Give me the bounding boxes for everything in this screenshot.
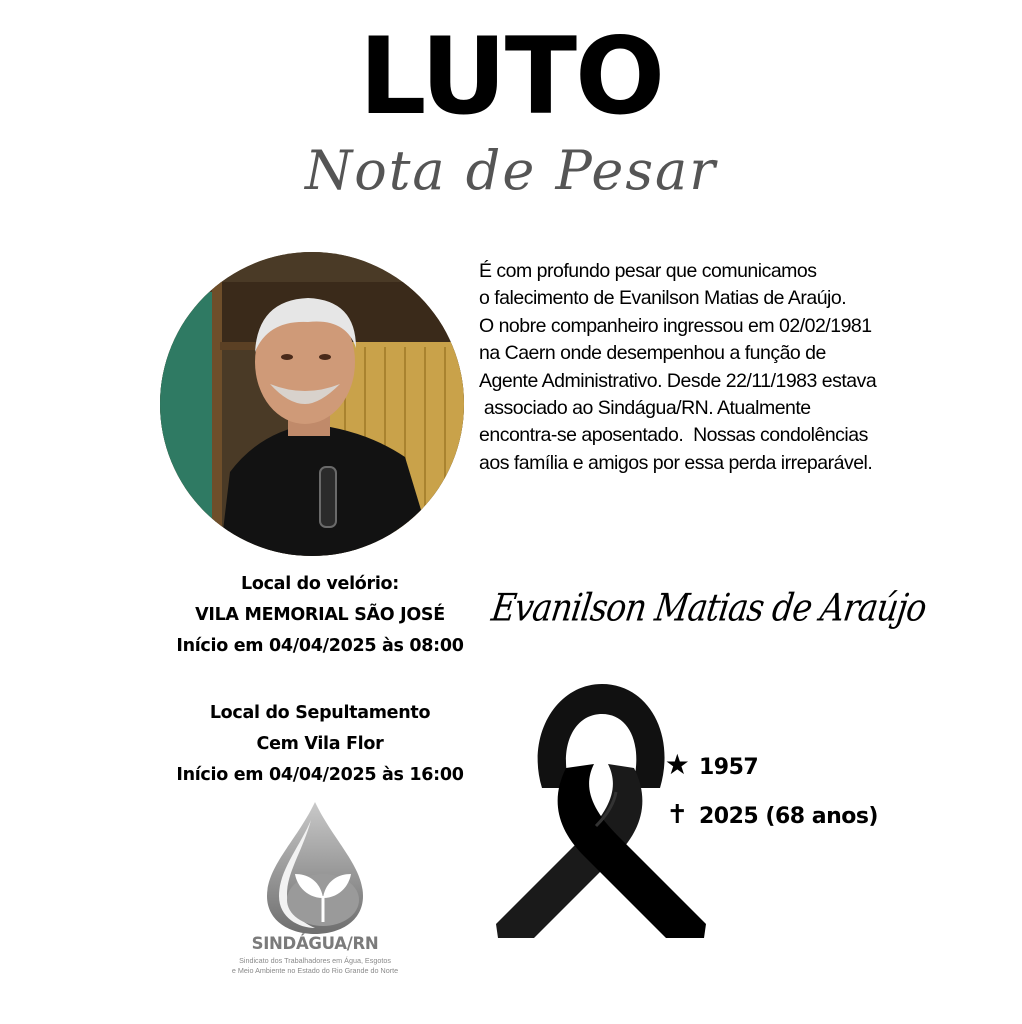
message-line: o falecimento de Evanilson Matias de Araújo. [479, 287, 847, 310]
death-year-row [655, 798, 878, 834]
logo-name: SINDÁGUA/RN [251, 934, 379, 953]
star-icon: ★ [664, 748, 690, 781]
logo-description-line: e Meio Ambiente no Estado do Rio Grande do Norte [231, 966, 399, 975]
message-line: na Caern onde desempenhou a função de [479, 342, 826, 365]
burial-place: Cem Vila Flor [256, 734, 384, 754]
burial-info [150, 698, 490, 791]
page-title: LUTO [358, 15, 664, 138]
message-line: É com profundo pesar que comunicamos [479, 260, 817, 282]
condolence-message [479, 258, 877, 477]
wake-place: VILA MEMORIAL SÃO JOSÉ [195, 605, 445, 625]
deceased-photo [160, 252, 464, 556]
burial-heading: Local do Sepultamento [209, 703, 431, 723]
logo-description-line: Sindicato dos Trabalhadores em Água, Esgotos [239, 956, 391, 965]
message-line: O nobre companheiro ingressou em 02/02/1981 [479, 314, 872, 337]
death-year: 2025 (68 anos) [699, 804, 878, 829]
message-line: aos família e amigos por essa perda irreparável. [479, 451, 873, 474]
birth-year: 1957 [699, 755, 759, 780]
signature: Evanilson Matias de Araújo [488, 585, 929, 630]
message-line: encontra-se aposentado. Nossas condolências [479, 424, 868, 447]
message-line: associado ao Sindágua/RN. Atualmente [479, 397, 811, 420]
wake-heading: Local do velório: [241, 574, 399, 594]
page-subtitle: Nota de Pesar [304, 139, 718, 202]
cross-icon: ✝ [666, 800, 688, 830]
wake-start: Início em 04/04/2025 às 08:00 [176, 636, 464, 656]
burial-start: Início em 04/04/2025 às 16:00 [176, 765, 464, 785]
logo-description [205, 956, 425, 976]
message-line: Agente Administrativo. Desde 22/11/1983 estava [479, 369, 877, 392]
birth-year-row [655, 748, 758, 785]
wake-info [150, 569, 490, 662]
